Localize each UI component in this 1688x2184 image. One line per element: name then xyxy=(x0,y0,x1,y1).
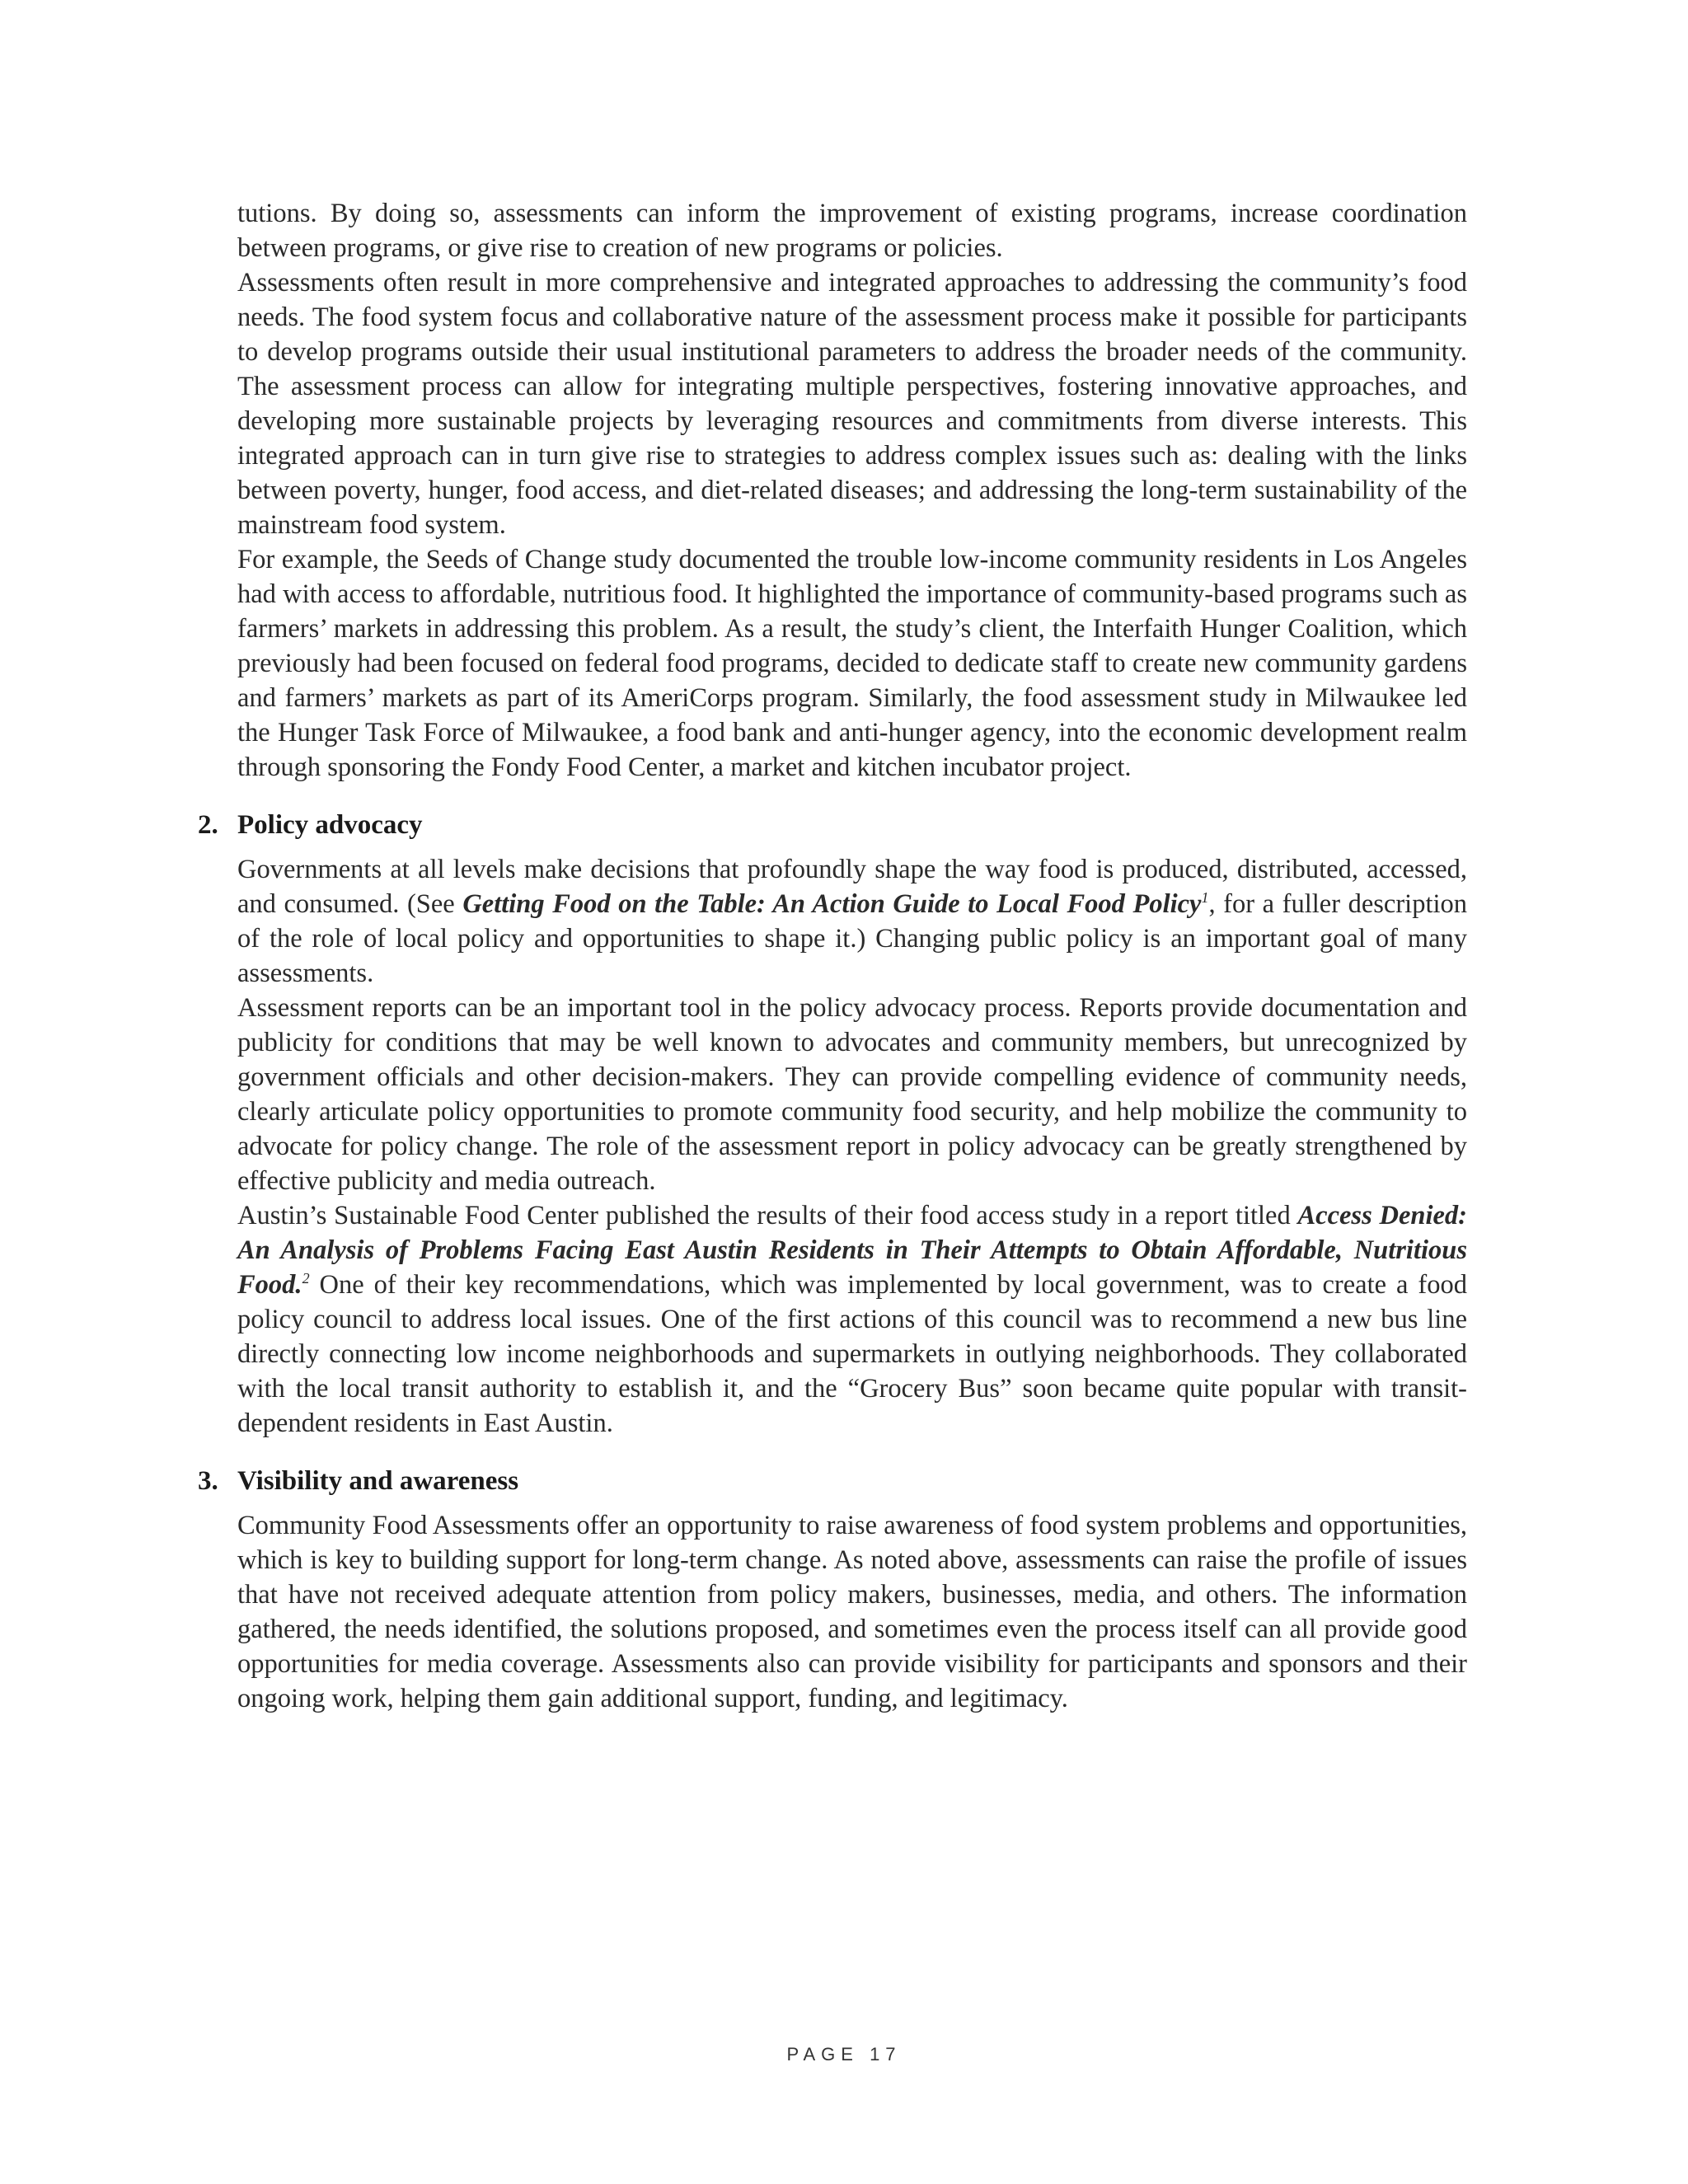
paragraph-text: Austin’s Sustainable Food Center published the results of their food access study in a report titled xyxy=(237,1201,1298,1230)
publication-title: Getting Food on the Table: An Action Guide to Local Food Policy xyxy=(462,889,1202,919)
paragraph-seeds-of-change: For example, the Seeds of Change study documented the trouble low-income community residents in Los Angeles had with access to affordable, nutritious food. It highlighted the importance of community-based programs such as farmers’ markets in addressing this problem. As a result, the study’s client, the Interfaith Hunger Coalition, which previously had been focused on federal food programs, decided to dedicate staff to create new community gardens and farmers’ markets as part of its AmeriCorps program. Similarly, the food assessment study in Milwaukee led the Hunger Task Force of Milwaukee, a food bank and anti-hunger agency, into the economic development realm through sponsoring the Fondy Food Center, a market and kitchen incubator project. xyxy=(237,545,1467,782)
paragraph-austin xyxy=(237,1198,1467,1441)
publication-title: Access Denied: An Analysis of Problems Facing East Austin Residents in Their Attempts to Obtain Affordable, Nutritious Food. xyxy=(237,1201,1467,1300)
section-number: 2. xyxy=(198,810,218,840)
paragraph-integrated-approaches: Assessments often result in more comprehensive and integrated approaches to addressing the community’s food needs. The food system focus and collaborative nature of the assessment process make it possible for participants to develop programs outside their usual institutional parameters to address the broader needs of the community. The assessment process can allow for integrating multiple perspectives, fostering innovative approaches, and developing more sustainable projects by leveraging resources and commitments from diverse interests. This integrated approach can in turn give rise to strategies to address complex issues such as: dealing with the links between poverty, hunger, food access, and diet-related diseases; and addressing the long-term sustainability of the mainstream food system. xyxy=(237,268,1467,540)
paragraph-community-food-assessments: Community Food Assessments offer an opportunity to raise awareness of food system problems and opportunities, which is key to building support for long-term change. As noted above, assessments can raise the profile of issues that have not received adequate attention from policy makers, businesses, media, and others. The information gathered, the needs identified, the solutions proposed, and sometimes even the process itself can all provide good opportunities for media coverage. Assessments also can provide visibility for participants and sponsors and their ongoing work, helping them gain additional support, funding, and legitimacy. xyxy=(237,1511,1467,1713)
paragraph-continuation: tutions. By doing so, assessments can inform the improvement of existing programs, increase coordination between programs, or give rise to creation of new programs or policies. xyxy=(237,199,1467,263)
paragraph-text: , for a fuller description of the role of local policy and opportunities to shape it.) Changing public policy is an important goal of many assessments. xyxy=(237,889,1468,988)
section-title: Visibility and awareness xyxy=(237,1466,519,1496)
section-number: 3. xyxy=(198,1466,218,1496)
paragraph-text: Governments at all levels make decisions that profoundly shape the way food is produced, distributed, accessed, and consumed. (See xyxy=(237,855,1467,919)
paragraph-assessment-reports: Assessment reports can be an important tool in the policy advocacy process. Reports provide documentation and publicity for conditions that may be well known to advocates and community members, but unrecognized by government officials and other decision-makers. They can provide compelling evidence of community needs, clearly articulate policy opportunities to promote community food security, and help mobilize the community to advocate for policy change. The role of the assessment report in policy advocacy can be greatly strengthened by effective publicity and media outreach. xyxy=(237,993,1467,1196)
paragraph-text: One of their key recommendations, which was implemented by local government, was to create a food policy council to address local issues. One of the first actions of this council was to recommend a new bus line directly connecting low income neighborhoods and supermarkets in outlying neighborhoods. They collaborated with the local transit authority to establish it, and the “Grocery Bus” soon became quite popular with transit-dependent residents in East Austin. xyxy=(237,1270,1467,1438)
footnote-ref: 2 xyxy=(302,1270,310,1287)
paragraph-governments xyxy=(237,852,1467,991)
section-heading-visibility xyxy=(198,1464,1467,1498)
section-heading-policy-advocacy xyxy=(198,808,1467,842)
page-number: PAGE 17 xyxy=(786,2044,902,2064)
main-content xyxy=(198,196,1468,1716)
section-title: Policy advocacy xyxy=(237,810,423,840)
footnote-ref: 1 xyxy=(1201,889,1209,907)
